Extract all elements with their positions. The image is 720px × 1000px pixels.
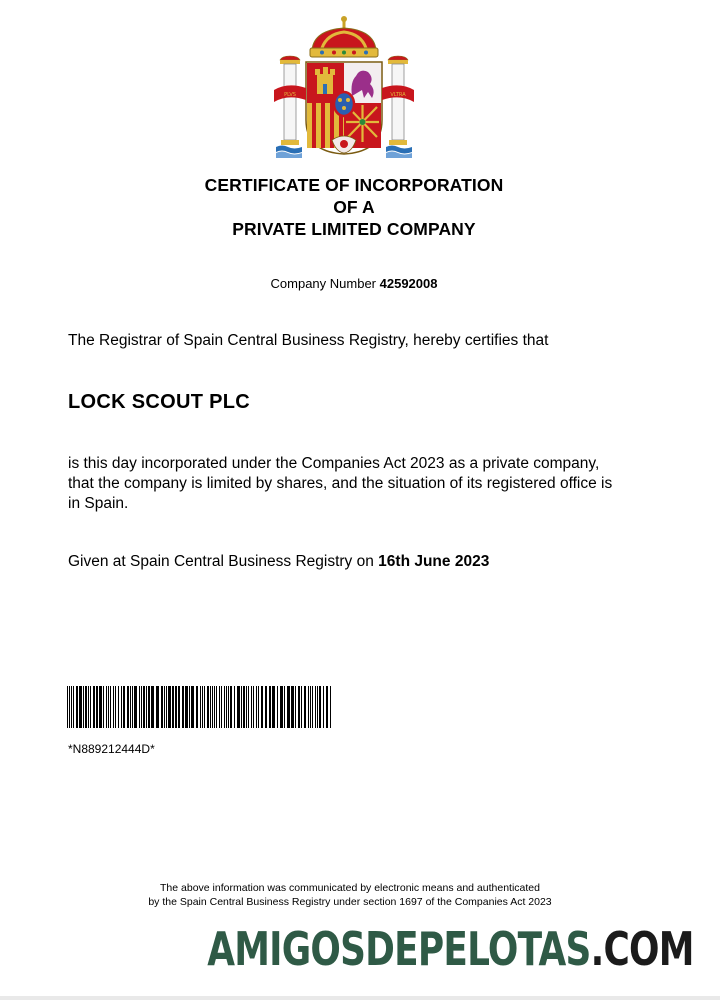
- company-number-value: 42592008: [379, 276, 438, 291]
- company-number-line: [0, 276, 708, 291]
- barcode-bar: [234, 686, 235, 728]
- barcode-bar: [110, 686, 111, 728]
- barcode-bar: [202, 686, 203, 728]
- barcode-bar: [96, 686, 98, 728]
- barcode-bar: [301, 686, 302, 728]
- barcode-bar: [326, 686, 328, 728]
- barcode-bar: [265, 686, 267, 728]
- barcode-bar: [141, 686, 142, 728]
- barcode-bar: [191, 686, 194, 728]
- barcode-bar: [69, 686, 70, 728]
- barcode-bar: [79, 686, 82, 728]
- barcode-bar: [185, 686, 188, 728]
- barcode-bar: [99, 686, 102, 728]
- motto-left: PLVS: [284, 92, 296, 98]
- barcode-bar: [168, 686, 171, 728]
- barcode-bar: [272, 686, 275, 728]
- given-at-text: Given at Spain Central Business Registry on: [68, 553, 374, 570]
- company-number-label: Company Number: [270, 276, 377, 291]
- title-line-2: OF A: [333, 197, 375, 217]
- bottom-strip: [0, 996, 720, 1000]
- barcode-bar: [219, 686, 220, 728]
- company-name: LOCK SCOUT PLC: [68, 391, 250, 413]
- barcode-bar: [216, 686, 217, 728]
- footer-line-1: The above information was communicated by electronic means and authenticated: [160, 882, 540, 894]
- barcode-bar: [256, 686, 257, 728]
- barcode-bar: [284, 686, 285, 728]
- barcode-bar: [237, 686, 240, 728]
- barcode-bar: [204, 686, 205, 728]
- barcode-bar: [291, 686, 294, 728]
- barcode-bar: [90, 686, 91, 728]
- barcode-bar: [93, 686, 95, 728]
- barcode-bar: [258, 686, 259, 728]
- barcode-bar: [246, 686, 247, 728]
- barcode-bar: [261, 686, 263, 728]
- footer-line-2: by the Spain Central Business Registry under section 1697 of the Companies Act 2023: [148, 896, 552, 908]
- barcode-bar: [319, 686, 321, 728]
- barcode-bar: [241, 686, 242, 728]
- barcode-bar: [298, 686, 300, 728]
- barcode-text: *N889212444D*: [68, 742, 155, 756]
- barcode-bar: [308, 686, 309, 728]
- barcode-bar: [106, 686, 107, 728]
- barcode-bar: [156, 686, 159, 728]
- barcode-bar: [312, 686, 313, 728]
- barcode-bar: [280, 686, 283, 728]
- barcode-bar: [143, 686, 145, 728]
- barcode-bar: [88, 686, 89, 728]
- issue-date: 16th June 2023: [378, 553, 490, 570]
- barcode-bar: [130, 686, 131, 728]
- barcode-bar: [189, 686, 190, 728]
- watermark: [208, 922, 694, 976]
- barcode-bar: [166, 686, 167, 728]
- barcode-bar: [118, 686, 119, 728]
- title-line-1: CERTIFICATE OF INCORPORATION: [204, 175, 504, 195]
- barcode-bar: [200, 686, 201, 728]
- barcode-bar: [248, 686, 249, 728]
- barcode-bar: [304, 686, 306, 728]
- barcode-bar: [207, 686, 209, 728]
- title-line-3: PRIVATE LIMITED COMPANY: [232, 219, 476, 239]
- barcode-bar: [71, 686, 72, 728]
- barcode-bar: [269, 686, 271, 728]
- barcode-bar: [323, 686, 324, 728]
- barcode-bar: [127, 686, 129, 728]
- barcode-bar: [287, 686, 290, 728]
- footer-note: [0, 881, 700, 909]
- barcode-bar: [210, 686, 211, 728]
- barcode-bar: [226, 686, 227, 728]
- incorporation-text: is this day incorporated under the Companies Act 2023 as a private company, that the company is limited by shares, and the situation of its registered office is in Spain.: [68, 455, 613, 512]
- given-at-line: [68, 552, 628, 572]
- barcode-bar: [134, 686, 137, 728]
- barcode-bar: [108, 686, 109, 728]
- coat-of-arms-icon: [272, 12, 416, 158]
- barcode-bar: [228, 686, 229, 728]
- barcode-bar: [85, 686, 87, 728]
- barcode-bar: [67, 686, 68, 728]
- watermark-main: AMIGOSDEPELOTAS: [207, 922, 591, 976]
- barcode-bar: [182, 686, 184, 728]
- barcode-bar: [113, 686, 114, 728]
- barcode-bar: [253, 686, 254, 728]
- barcode-bar: [230, 686, 232, 728]
- barcode-bar: [73, 686, 74, 728]
- barcode-bar: [243, 686, 245, 728]
- certificate-title: [0, 174, 720, 240]
- barcode-bar: [295, 686, 296, 728]
- barcode-bar: [212, 686, 213, 728]
- watermark-suffix: .COM: [590, 922, 694, 976]
- barcode: [67, 686, 333, 728]
- barcode-bar: [83, 686, 84, 728]
- barcode-bar: [123, 686, 125, 728]
- barcode-bar: [132, 686, 133, 728]
- barcode-bar: [224, 686, 225, 728]
- barcode-bar: [161, 686, 163, 728]
- barcode-bar: [330, 686, 331, 728]
- barcode-bar: [310, 686, 311, 728]
- barcode-bar: [151, 686, 154, 728]
- barcode-bar: [76, 686, 78, 728]
- motto-right: VLTRA: [390, 92, 406, 98]
- barcode-bar: [277, 686, 278, 728]
- registrar-statement: The Registrar of Spain Central Business Registry, hereby certifies that: [68, 332, 549, 349]
- barcode-bar: [139, 686, 140, 728]
- barcode-bar: [146, 686, 147, 728]
- barcode-bar: [175, 686, 177, 728]
- barcode-bar: [251, 686, 252, 728]
- barcode-bar: [315, 686, 316, 728]
- barcode-bar: [178, 686, 180, 728]
- barcode-bar: [221, 686, 222, 728]
- barcode-bar: [317, 686, 318, 728]
- barcode-bar: [196, 686, 198, 728]
- barcode-bar: [172, 686, 174, 728]
- barcode-bar: [214, 686, 215, 728]
- barcode-bar: [148, 686, 150, 728]
- barcode-bar: [103, 686, 104, 728]
- barcode-bar: [121, 686, 122, 728]
- barcode-bar: [164, 686, 165, 728]
- barcode-bar: [115, 686, 116, 728]
